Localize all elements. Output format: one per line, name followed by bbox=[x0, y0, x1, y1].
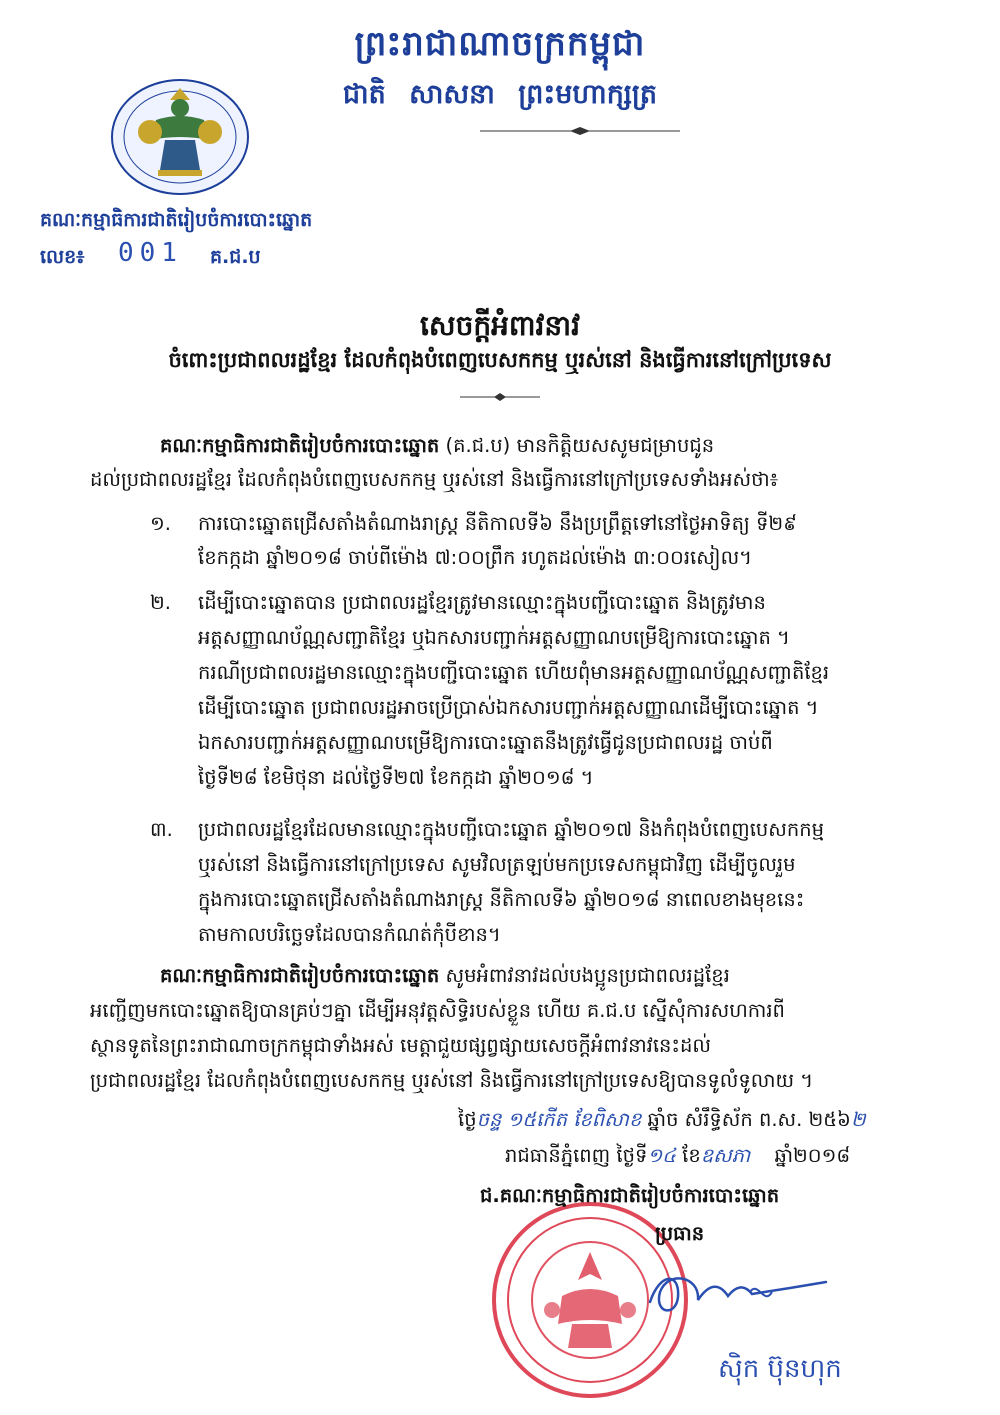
item-number: ៣. bbox=[150, 818, 173, 841]
item-line: អត្តសញ្ញាណប័ណ្ណសញ្ជាតិខ្មែរ ឬឯកសារបញ្ជាក់អត្តសញ្ញាណបម្រើឱ្យការបោះឆ្នោត ។ bbox=[198, 626, 790, 649]
item-line: ឯកសារបញ្ជាក់អត្តសញ្ញាណបម្រើឱ្យការបោះឆ្នោតនឹងត្រូវធ្វើជូនប្រជាពលរដ្ឋ ចាប់ពី bbox=[198, 731, 773, 754]
nec-emblem-icon bbox=[110, 78, 250, 196]
lunar-date-prefix: ថ្ងៃ bbox=[458, 1108, 477, 1131]
item-line: ករណីប្រជាពលរដ្ឋមានឈ្មោះក្នុងបញ្ជីបោះឆ្នោត ហើយពុំមានអត្តសញ្ញាណប័ណ្ណសញ្ជាតិខ្មែរ bbox=[198, 661, 830, 684]
month-handwritten: ឧសភា bbox=[700, 1144, 751, 1167]
lunar-date-suffix: ឆ្នាំច សំរឹទ្ធិស័ក ព.ស. ២៥៦ bbox=[647, 1108, 851, 1131]
item-line: ថ្ងៃទី២៨ ខែមិថុនា ដល់ថ្ងៃទី២៧ ខែកក្កដា ឆ្នាំ២០១៨ ។ bbox=[198, 766, 594, 789]
closing-line-2: អញ្ជើញមកបោះឆ្នោតឱ្យបានគ្រប់ៗគ្នា ដើម្បីអនុវត្តសិទ្ធិរបស់ខ្លួន ហើយ គ.ជ.ប ស្នើសុំការសហការពី bbox=[90, 999, 785, 1022]
closing-org-name: គណៈកម្មាធិការជាតិរៀបចំការបោះឆ្នោត bbox=[160, 964, 440, 987]
item-line: ក្នុងការបោះឆ្នោតជ្រើសតាំងតំណាងរាស្ត្រ នីតិកាលទី៦ ឆ្នាំ២០១៨ នាពេលខាងមុខនេះ bbox=[198, 888, 805, 911]
closing-line-4: ប្រជាពលរដ្ឋខ្មែរ ដែលកំពុងបំពេញបេសកកម្ម ឬរស់នៅ និងធ្វើការនៅក្រៅប្រទេសឱ្យបានទូលំទូលាយ ។ bbox=[90, 1069, 814, 1092]
item-line: ខែកក្កដា ឆ្នាំ២០១៨ ចាប់ពីម៉ោង ៧:០០ព្រឹក រហូតដល់ម៉ោង ៣:០០រសៀល។ bbox=[198, 546, 753, 569]
item-line: ឬរស់នៅ និងធ្វើការនៅក្រៅប្រទេស សូមវិលត្រឡប់មកប្រទេសកម្ពុជាវិញ ដើម្បីចូលរួម bbox=[198, 853, 796, 876]
national-motto: ជាតិ សាសនា ព្រះមហាក្សត្រ bbox=[342, 79, 658, 110]
month-prefix: ខែ bbox=[682, 1144, 701, 1167]
intro-line-1-text: (គ.ជ.ប) មានកិត្តិយសសូមជម្រាបជូន bbox=[439, 434, 715, 457]
day-handwritten: ១៤ bbox=[647, 1144, 676, 1167]
intro-org-name: គណៈកម្មាធិការជាតិរៀបចំការបោះឆ្នោត bbox=[160, 434, 440, 457]
document-subtitle: ចំពោះប្រជាពលរដ្ឋខ្មែរ ដែលកំពុងបំពេញបេសកកម្ម ឬរស់នៅ និងធ្វើការនៅក្រៅប្រទេស bbox=[168, 348, 832, 372]
item-line: ដើម្បីបោះឆ្នោតបាន ប្រជាពលរដ្ឋខ្មែរត្រូវមានឈ្មោះក្នុងបញ្ជីបោះឆ្នោត និងត្រូវមាន bbox=[198, 591, 766, 614]
item-line: ប្រជាពលរដ្ឋខ្មែរដែលមានឈ្មោះក្នុងបញ្ជីបោះឆ្នោត ឆ្នាំ២០១៧ និងកំពុងបំពេញបេសកកម្ម bbox=[198, 818, 824, 841]
item-number: ១. bbox=[150, 512, 171, 535]
place-date bbox=[505, 1146, 850, 1166]
reference-number: 001 bbox=[118, 238, 183, 268]
closing-line-1 bbox=[160, 966, 730, 986]
title-divider-ornament bbox=[460, 392, 540, 402]
intro-line-1 bbox=[160, 436, 714, 456]
place-date-prefix: រាជធានីភ្នំពេញ ថ្ងៃទី bbox=[505, 1144, 648, 1167]
reference-label: លេខ៖ bbox=[40, 246, 85, 268]
org-name: គណៈកម្មាធិការជាតិរៀបចំការបោះឆ្នោត bbox=[40, 209, 313, 231]
lunar-date-handwritten: ចន្ទ ១៥កើត ខែពិសាខ bbox=[476, 1108, 642, 1131]
reference-abbr: គ.ជ.ប bbox=[210, 246, 261, 268]
document-title: សេចក្តីអំពាវនាវ bbox=[420, 309, 580, 342]
lunar-year-handwritten: ២ bbox=[850, 1108, 866, 1131]
year-text: ឆ្នាំ២០១៨ bbox=[774, 1144, 851, 1167]
item-line: ការបោះឆ្នោតជ្រើសតាំងតំណាងរាស្ត្រ នីតិកាលទី៦ នឹងប្រព្រឹត្តទៅនៅថ្ងៃអាទិត្យ ទី២៩ bbox=[198, 512, 797, 535]
closing-line-1-text: សូមអំពាវនាវដល់បងប្អូនប្រជាពលរដ្ឋខ្មែរ bbox=[439, 964, 730, 987]
item-line: ដើម្បីបោះឆ្នោត ប្រជាពលរដ្ឋអាចប្រើប្រាស់ឯកសារបញ្ជាក់អត្តសញ្ញាណដើម្បីបោះឆ្នោត ។ bbox=[198, 696, 819, 719]
lunar-date bbox=[458, 1110, 866, 1130]
kingdom-heading: ព្រះរាជាណាចក្រកម្ពុជា bbox=[354, 24, 646, 64]
signatory-name: ស៊ិក ប៊ុនហុក bbox=[718, 1354, 842, 1384]
closing-line-3: ស្ថានទូតនៃព្រះរាជាណាចក្រកម្ពុជាទាំងអស់ មេត្តាជួយផ្សព្វផ្សាយសេចក្តីអំពាវនាវនេះដល់ bbox=[90, 1034, 711, 1057]
handwritten-signature bbox=[640, 1262, 830, 1322]
signatory-role: ប្រធាន bbox=[655, 1222, 705, 1245]
item-line: តាមកាលបរិច្ឆេទដែលបានកំណត់កុំបីខាន។ bbox=[198, 923, 501, 946]
divider-ornament bbox=[480, 126, 680, 136]
on-behalf-line: ជ.គណៈកម្មាធិការជាតិរៀបចំការបោះឆ្នោត bbox=[480, 1184, 780, 1207]
item-number: ២. bbox=[150, 591, 171, 614]
intro-line-2: ដល់ប្រជាពលរដ្ឋខ្មែរ ដែលកំពុងបំពេញបេសកកម្ម ឬរស់នៅ និងធ្វើការនៅក្រៅប្រទេសទាំងអស់ថា៖ bbox=[90, 468, 779, 491]
